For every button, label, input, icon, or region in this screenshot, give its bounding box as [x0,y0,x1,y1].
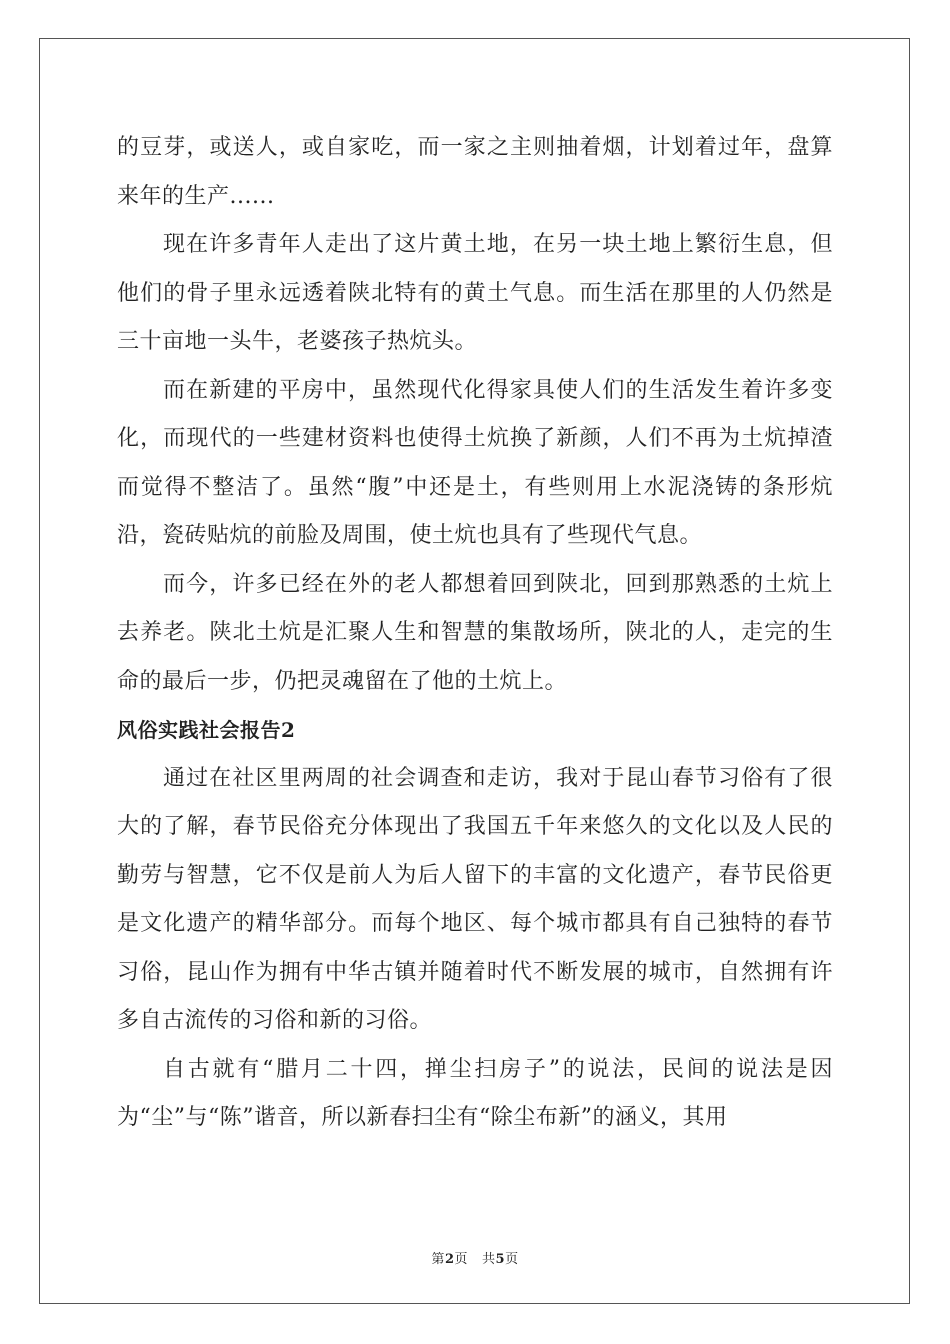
paragraph: 通过在社区里两周的社会调查和走访，我对于昆山春节习俗有了很大的了解，春节民俗充分体现出了我国五千年来悠久的文化以及人民的勤劳与智慧，它不仅是前人为后人留下的丰富的文化遗产，春节民俗更是文化遗产的精华部分。而每个地区、每个城市都具有自己独特的春节习俗，昆山作为拥有中华古镇并随着时代不断发展的城市，自然拥有许多自古流传的习俗和新的习俗。 [117,765,833,1033]
paragraph: 而在新建的平房中，虽然现代化得家具使人们的生活发生着许多变化，而现代的一些建材资料也使得土炕换了新颜，人们不再为土炕掉渣而觉得不整洁了。虽然“腹”中还是土，有些则用上水泥浇铸的条形炕沿，瓷砖贴炕的前脸及周围，使土炕也具有了些现代气息。 [117,377,833,548]
current-page-number: 2 [444,1252,455,1267]
page-prefix: 第 [431,1252,445,1267]
total-page-number: 5 [495,1252,506,1267]
paragraph-continuation: 的豆芽，或送人，或自家吃，而一家之主则抽着烟，计划着过年，盘算来年的生产...... [117,135,833,209]
paragraph: 而今，许多已经在外的老人都想着回到陕北，回到那熟悉的土炕上去养老。陕北土炕是汇聚人生和智慧的集散场所，陕北的人，走完的生命的最后一步，仍把灵魂留在了他的土炕上。 [117,571,833,694]
paragraph: 现在许多青年人走出了这片黄土地，在另一块土地上繁衍生息，但他们的骨子里永远透着陕北特有的黄土气息。而生活在那里的人仍然是三十亩地一头牛，老婆孩子热炕头。 [117,232,833,354]
document-body [117,124,833,1143]
total-suffix: 页 [505,1252,519,1267]
section-title: 风俗实践社会报告2 [117,718,296,742]
total-prefix: 共 [482,1252,496,1267]
paragraph: 自古就有“腊月二十四，掸尘扫房子”的说法，民间的说法是因为“尘”与“陈”谐音，所以新春扫尘有“除尘布新”的涵义，其用 [117,1056,833,1130]
page-suffix: 页 [454,1252,468,1267]
page-footer [0,1248,950,1267]
